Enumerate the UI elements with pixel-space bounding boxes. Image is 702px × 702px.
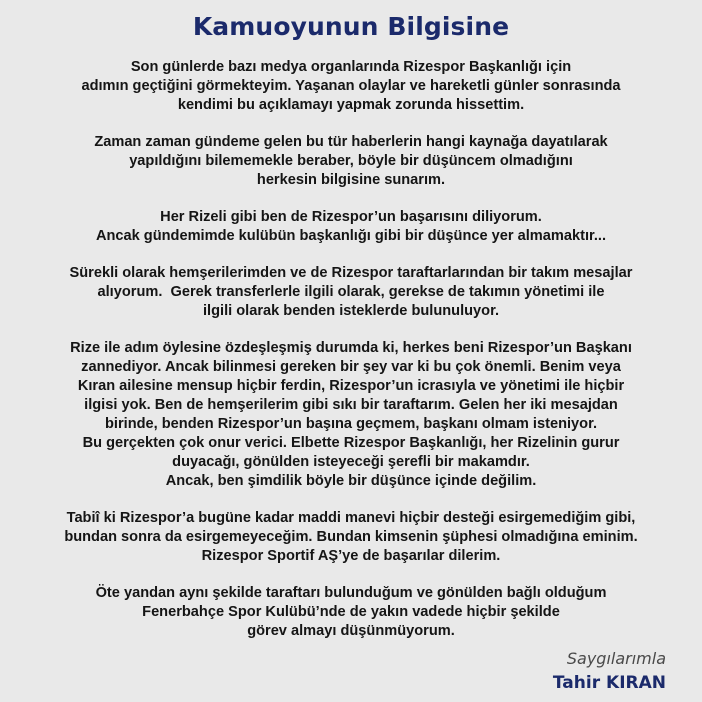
text-line: zannediyor. Ancak bilinmesi gereken bir şey var ki bu çok önemli. Benim veya	[81, 359, 621, 375]
paragraph-3	[0, 208, 702, 246]
text-line: birinde, benden Rizespor’un başına geçmem, başkanı olmam isteniyor.	[105, 416, 597, 432]
text-line: Kıran ailesine mensup hiçbir ferdin, Rizespor’un icrasıyla ve yönetimi ile hiçbir	[77, 378, 625, 394]
closing-salutation: Saygılarımla	[566, 649, 666, 668]
signature-block	[553, 648, 666, 696]
text-line: Ancak gündemimde kulübün başkanlığı gibi bir düşünce yer almamaktır...	[95, 228, 607, 244]
text-line: duyacağı, gönülden isteyeceği şerefli bir makamdır.	[172, 454, 530, 470]
page-title: Kamuoyunun Bilgisine	[192, 12, 510, 41]
text-line: ilgili olarak benden isteklerde bulunuluyor.	[203, 303, 499, 319]
signatory-name: Tahir KIRAN	[552, 673, 666, 693]
text-line: alıyorum. Gerek transferlerle ilgili olarak, gerekse de takımın yönetimi ile	[97, 284, 605, 300]
paragraph-2	[0, 133, 702, 190]
text-line: yapıldığını bilememekle beraber, böyle bir düşüncem olmadığını	[129, 153, 573, 169]
paragraph-4	[0, 264, 702, 321]
paragraph-6	[0, 509, 702, 566]
text-line: ilgisi yok. Ben de hemşerilerim gibi sıkı bir taraftarım. Gelen her iki mesajdan	[84, 397, 618, 413]
paragraph-7	[0, 584, 702, 641]
text-line: Zaman zaman gündeme gelen bu tür haberlerin hangi kaynağa dayatılarak	[94, 134, 608, 150]
text-line: Ancak, ben şimdilik böyle bir düşünce içinde değilim.	[165, 473, 537, 489]
paragraph-5	[0, 339, 702, 491]
text-line: bundan sonra da esirgemeyeceğim. Bundan kimsenin şüphesi olmadığına eminim.	[64, 529, 638, 545]
text-line: Fenerbahçe Spor Kulübü’nde de yakın vadede hiçbir şekilde	[142, 604, 560, 620]
text-line: adımın geçtiğini görmekteyim. Yaşanan olaylar ve hareketli günler sonrasında	[81, 78, 621, 94]
text-line: Bu gerçekten çok onur verici. Elbette Rizespor Başkanlığı, her Rizelinin gurur	[82, 435, 620, 451]
text-line: Öte yandan aynı şekilde taraftarı bulunduğum ve gönülden bağlı olduğum	[95, 585, 607, 601]
text-line: Sürekli olarak hemşerilerimden ve de Rizespor taraftarlarından bir takım mesajlar	[69, 265, 633, 281]
text-line: herkesin bilgisine sunarım.	[256, 172, 446, 188]
text-line: görev almayı düşünmüyorum.	[247, 623, 455, 639]
paragraph-1	[0, 58, 702, 115]
text-line: Son günlerde bazı medya organlarında Rizespor Başkanlığı için	[130, 59, 572, 75]
text-line: Tabiî ki Rizespor’a bugüne kadar maddi manevi hiçbir desteği esirgemediğim gibi,	[66, 510, 636, 526]
text-line: kendimi bu açıklamayı yapmak zorunda hissettim.	[177, 97, 525, 113]
text-line: Rizespor Sportif AŞ’ye de başarılar dilerim.	[201, 548, 501, 564]
statement-body	[0, 58, 702, 659]
text-line: Rize ile adım öylesine özdeşleşmiş durumda ki, herkes beni Rizespor’un Başkanı	[70, 340, 632, 356]
text-line: Her Rizeli gibi ben de Rizespor’un başarısını diliyorum.	[160, 209, 542, 225]
